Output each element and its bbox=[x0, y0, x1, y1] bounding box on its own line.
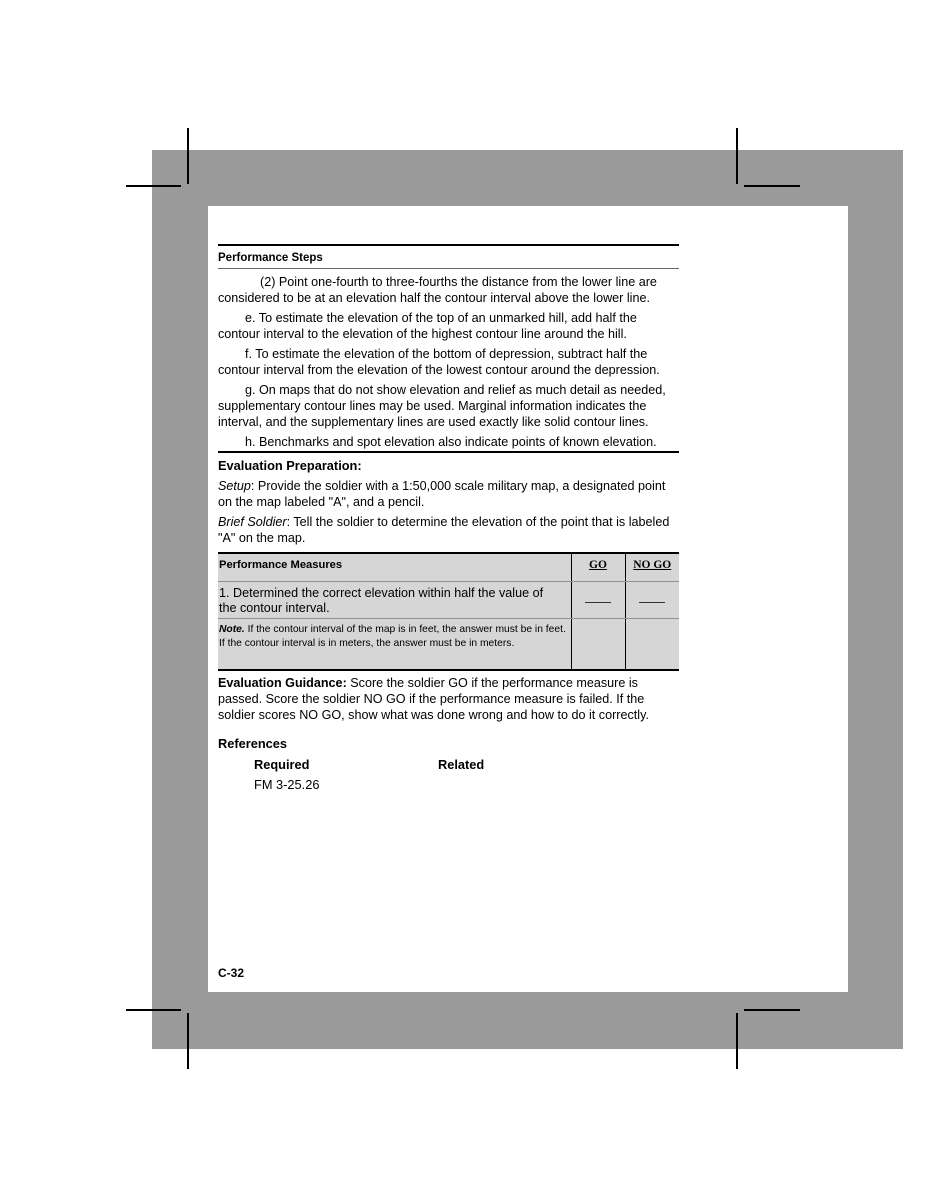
divider bbox=[218, 451, 679, 453]
crop-mark bbox=[126, 1009, 181, 1011]
nogo-column-header: NO GO bbox=[625, 553, 679, 582]
note-label: Note. bbox=[219, 624, 245, 635]
performance-steps-heading: Performance Steps bbox=[218, 252, 323, 264]
brief-soldier-label: Brief Soldier bbox=[218, 515, 287, 529]
go-blank bbox=[571, 582, 625, 619]
note-body: If the contour interval of the map is in feet, the answer must be in feet. If the contour interval is in meters, the answer must be in meters. bbox=[219, 624, 566, 649]
empty-cell bbox=[571, 619, 625, 670]
setup-body: : Provide the soldier with a 1:50,000 scale military map, a designated point on the map labeled "A", and a pencil. bbox=[218, 479, 666, 509]
divider bbox=[218, 268, 679, 269]
step-f-text: f. To estimate the elevation of the bottom of depression, subtract half the contour interval from the elevation of the lowest contour around the depression. bbox=[218, 347, 660, 377]
note-text bbox=[218, 619, 571, 670]
brief-soldier-text bbox=[218, 514, 679, 546]
nogo-blank bbox=[625, 582, 679, 619]
table-header-row bbox=[218, 553, 679, 582]
references-title: References bbox=[218, 736, 288, 751]
evaluation-preparation-title: Evaluation Preparation: bbox=[218, 458, 362, 473]
references-columns bbox=[218, 757, 679, 792]
evaluation-guidance-label: Evaluation Guidance: bbox=[218, 676, 347, 690]
measure-1-text: 1. Determined the correct elevation within half the value of the contour interval. bbox=[218, 582, 571, 619]
crop-mark bbox=[187, 1013, 189, 1069]
crop-mark bbox=[744, 185, 800, 187]
required-column bbox=[254, 757, 438, 792]
crop-mark bbox=[744, 1009, 800, 1011]
step-h-text: h. Benchmarks and spot elevation also indicate points of known elevation. bbox=[245, 435, 657, 449]
table-row bbox=[218, 619, 679, 670]
evaluation-guidance-body: Score the soldier GO if the performance measure is passed. Score the soldier NO GO if the performance measure is failed. If the soldier scores NO GO, show what was done wrong and how to do it correctly. bbox=[218, 676, 649, 722]
brief-soldier-body: : Tell the soldier to determine the elevation of the point that is labeled "A" on the map. bbox=[218, 515, 670, 545]
crop-mark bbox=[126, 185, 181, 187]
evaluation-guidance-text bbox=[218, 675, 679, 723]
required-label: Required bbox=[254, 757, 310, 772]
setup-label: Setup bbox=[218, 479, 251, 493]
task-content bbox=[218, 244, 679, 792]
page-number: C-32 bbox=[218, 966, 245, 980]
table-row bbox=[218, 582, 679, 619]
required-item: FM 3-25.26 bbox=[254, 777, 320, 792]
related-label: Related bbox=[438, 757, 485, 772]
crop-mark bbox=[736, 1013, 738, 1069]
go-column-header: GO bbox=[571, 553, 625, 582]
crop-mark bbox=[736, 128, 738, 184]
performance-measures-header: Performance Measures bbox=[218, 553, 571, 582]
step-e-text: e. To estimate the elevation of the top of an unmarked hill, add half the contour interval to the elevation of the highest contour line around the hill. bbox=[218, 311, 637, 341]
crop-mark bbox=[187, 128, 189, 184]
empty-cell bbox=[625, 619, 679, 670]
step-2-text: (2) Point one-fourth to three-fourths the distance from the lower line are considered to be at an elevation half the contour interval above the lower line. bbox=[218, 275, 657, 305]
related-column bbox=[438, 757, 484, 792]
step-g-text: g. On maps that do not show elevation and relief as much detail as needed, supplementary contour lines may be used. Marginal information indicates the interval, and the supplementary lines are used exactly like solid contour lines. bbox=[218, 383, 666, 429]
setup-text bbox=[218, 478, 679, 510]
divider bbox=[218, 669, 679, 671]
performance-measures-table bbox=[218, 552, 679, 669]
